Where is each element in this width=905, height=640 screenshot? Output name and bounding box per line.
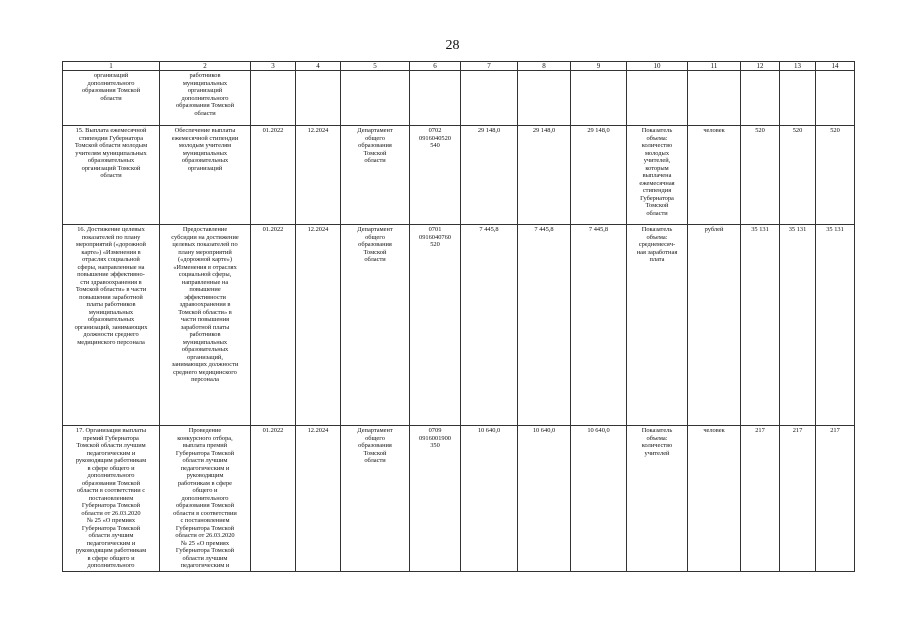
executor-cell: Департамент общего образования Томской области [341,426,410,572]
table-row [63,71,855,126]
executor-cell [341,71,410,126]
budget-code-cell: 0709 0916001900 350 [410,426,461,572]
funding-year-1-cell: 10 640,0 [518,426,571,572]
indicator-value-2-cell [780,71,816,126]
indicator-value-3-cell: 35 131 [816,225,855,426]
measure-content-cell: работников муниципальных организаций дополнительного образования Томской области [160,71,251,126]
column-number: 3 [251,62,296,71]
column-number: 4 [296,62,341,71]
funding-year-1-cell: 29 148,0 [518,126,571,225]
budget-code-cell [410,71,461,126]
measure-name-cell: организаций дополнительного образования Томской области [63,71,160,126]
measure-content-cell: Предоставление субсидии на достижение целевых показателей по плану мероприятий («дорожной карте») «Изменения в отраслях социальной сферы, направленные на повышение эффективности здравоохранения в Томской области» в части повышения заработной платы работников муниципальных образовательных организаций, занимающих должности среднего медицинского персонала [160,225,251,426]
indicator-name-cell: Показатель объема: количество молодых учителей, которым выплачена ежемесячная стипендия Губернатора Томской области [627,126,688,225]
funding-year-1-cell: 7 445,8 [518,225,571,426]
budget-code-cell: 0701 0916040760 520 [410,225,461,426]
unit-cell: человек [688,426,741,572]
indicator-value-2-cell: 35 131 [780,225,816,426]
column-number: 1 [63,62,160,71]
column-number: 2 [160,62,251,71]
funding-total-cell: 10 640,0 [461,426,518,572]
measure-name-cell: 15. Выплата ежемесячной стипендии Губернатора Томской области молодым учителям муниципальных образовательных организаций Томской области [63,126,160,225]
table-row [63,126,855,225]
funding-total-cell: 7 445,8 [461,225,518,426]
unit-cell: рублей [688,225,741,426]
column-number: 6 [410,62,461,71]
executor-cell: Департамент общего образования Томской области [341,126,410,225]
funding-year-2-cell: 29 148,0 [571,126,627,225]
start-date-cell [251,71,296,126]
unit-cell: человек [688,126,741,225]
end-date-cell: 12.2024 [296,225,341,426]
indicator-value-1-cell [741,71,780,126]
measure-name-cell: 17. Организация выплаты премий Губернатора Томской области лучшим педагогическим и руководящим работникам в сфере общего и дополнительного образования Томской области в соответствии с постановлением Губернатора Томской области от 26.03.2020 № 25 «О премиях Губернатора Томской области лучшим педагогическим и руководящим работникам в сфере общего и дополнительного [63,426,160,572]
indicator-value-3-cell [816,71,855,126]
measure-content-cell: Обеспечение выплаты ежемесячной стипендии молодым учителям муниципальных образовательных организаций [160,126,251,225]
column-number-row [63,62,855,71]
budget-code-cell: 0702 0916040520 540 [410,126,461,225]
table-body [63,62,855,572]
program-measures-table [62,61,855,572]
indicator-value-1-cell: 217 [741,426,780,572]
indicator-name-cell [627,71,688,126]
column-number: 13 [780,62,816,71]
funding-year-2-cell: 10 640,0 [571,426,627,572]
column-number: 12 [741,62,780,71]
start-date-cell: 01.2022 [251,225,296,426]
column-number: 14 [816,62,855,71]
unit-cell [688,71,741,126]
indicator-value-1-cell: 520 [741,126,780,225]
executor-cell: Департамент общего образования Томской области [341,225,410,426]
indicator-value-2-cell: 217 [780,426,816,572]
column-number: 10 [627,62,688,71]
funding-year-2-cell [571,71,627,126]
page-number: 28 [445,38,460,53]
end-date-cell: 12.2024 [296,426,341,572]
indicator-value-1-cell: 35 131 [741,225,780,426]
column-number: 9 [571,62,627,71]
measure-name-cell: 16. Достижение целевых показателей по плану мероприятий («дорожной карте») «Изменения в отраслях социальной сферы, направленные на повышение эффективно- сти здравоохранения в Томской области» в части повышения заработной платы работников муниципальных образовательных организаций, занимающих должности среднего медицинского персонала [63,225,160,426]
funding-year-1-cell [518,71,571,126]
indicator-name-cell: Показатель объема: среднемесяч- ная заработная плата [627,225,688,426]
column-number: 7 [461,62,518,71]
funding-total-cell [461,71,518,126]
column-number: 8 [518,62,571,71]
end-date-cell [296,71,341,126]
column-number: 5 [341,62,410,71]
indicator-name-cell: Показатель объема: количество учителей [627,426,688,572]
indicator-value-2-cell: 520 [780,126,816,225]
indicator-value-3-cell: 520 [816,126,855,225]
end-date-cell: 12.2024 [296,126,341,225]
column-number: 11 [688,62,741,71]
table-row [63,225,855,426]
table-row [63,426,855,572]
start-date-cell: 01.2022 [251,426,296,572]
measure-content-cell: Проведение конкурсного отбора, выплата премий Губернатора Томской области лучшим педагогическим и руководящим работникам в сфере общего и дополнительного образования Томской области в соответствии с постановлением Губернатора Томской области от 26.03.2020 № 25 «О премиях Губернатора Томской области лучшим педагогическим и [160,426,251,572]
start-date-cell: 01.2022 [251,126,296,225]
indicator-value-3-cell: 217 [816,426,855,572]
funding-total-cell: 29 148,0 [461,126,518,225]
funding-year-2-cell: 7 445,8 [571,225,627,426]
